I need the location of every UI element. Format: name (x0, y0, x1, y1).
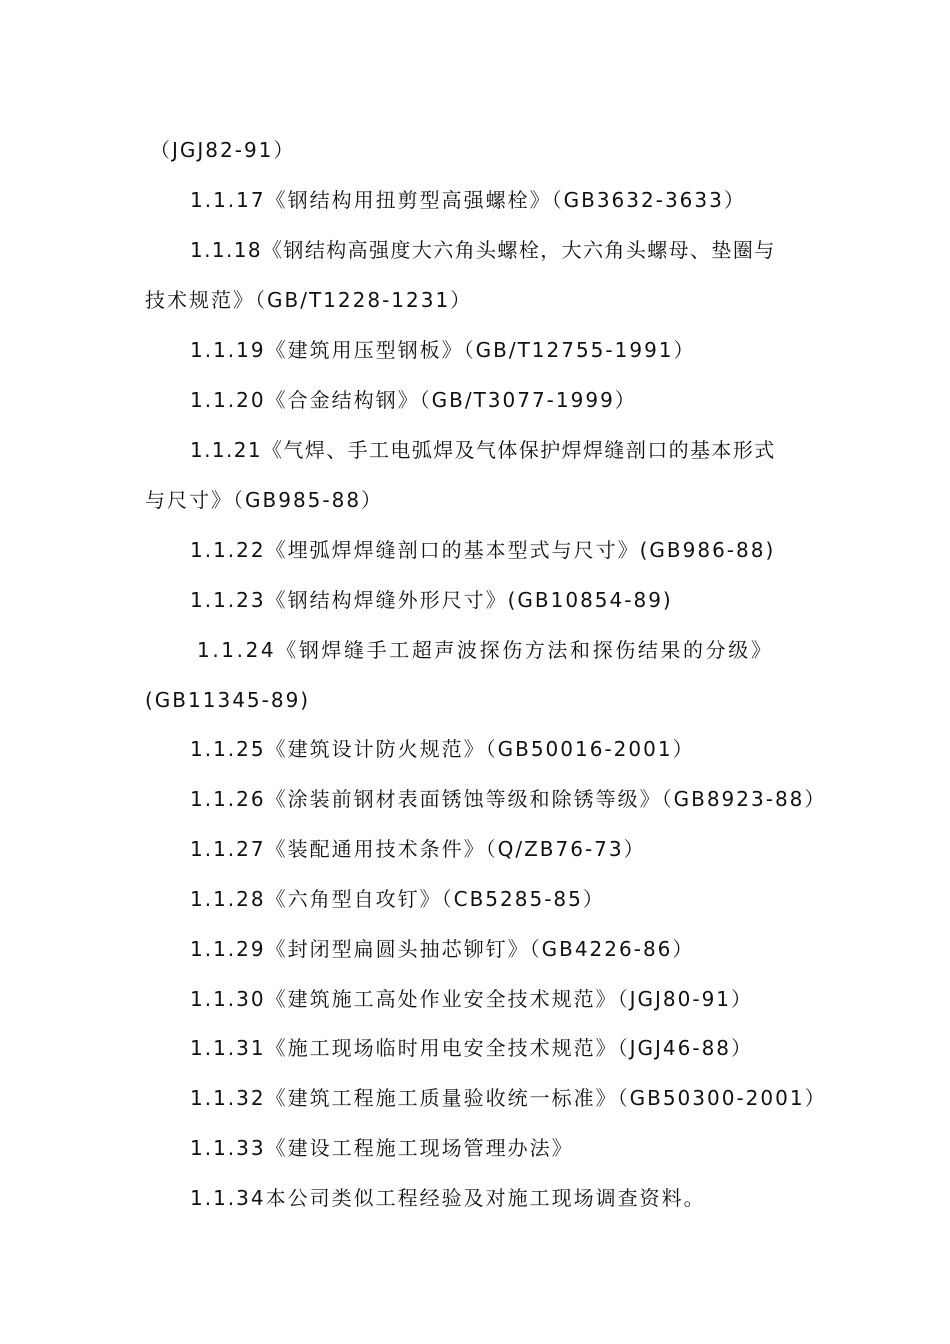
reference-line: 1.1.27《装配通用技术条件》（Q/ZB76-73） (190, 837, 646, 861)
reference-line: 1.1.20《合金结构钢》（GB/T3077-1999） (190, 388, 637, 412)
reference-line: 1.1.30《建筑施工高处作业安全技术规范》（JGJ80-91） (190, 987, 754, 1011)
reference-line: 1.1.22《埋弧焊焊缝剖口的基本型式与尺寸》(GB986-88) (190, 538, 776, 562)
reference-line: 1.1.17《钢结构用扭剪型高强螺栓》（GB3632-3633） (190, 188, 746, 212)
reference-line: 1.1.31《施工现场临时用电安全技术规范》（JGJ46-88） (190, 1036, 754, 1060)
reference-line: （JGJ82-91） (150, 138, 296, 162)
reference-line: 1.1.25《建筑设计防火规范》（GB50016-2001） (190, 737, 695, 761)
reference-line: 1.1.32《建筑工程施工质量验收统一标准》（GB50300-2001） (190, 1086, 827, 1110)
reference-line: 1.1.26《涂装前钢材表面锈蚀等级和除锈等级》（GB8923-88） (190, 787, 827, 811)
reference-line: 1.1.34本公司类似工程经验及对施工现场调查资料。 (190, 1186, 706, 1210)
reference-line: 1.1.28《六角型自攻钉》（CB5285-85） (190, 887, 605, 911)
reference-line: 1.1.33《建设工程施工现场管理办法》 (190, 1136, 574, 1160)
reference-line: 1.1.23《钢结构焊缝外形尺寸》(GB10854-89) (190, 588, 673, 612)
reference-line: 1.1.18《钢结构高强度大六角头螺栓，大六角头螺母、垫圈与 (190, 238, 776, 262)
reference-line-continuation: 技术规范》（GB/T1228-1231） (145, 288, 473, 312)
reference-line: 1.1.29《封闭型扁圆头抽芯铆钉》（GB4226-86） (190, 937, 695, 961)
reference-line-continuation: 与尺寸》（GB985-88） (145, 488, 384, 512)
reference-line-continuation: (GB11345-89) (145, 688, 311, 712)
reference-line: 1.1.24《钢焊缝手工超声波探伤方法和探伤结果的分级》 (197, 638, 774, 662)
reference-line: 1.1.19《建筑用压型钢板》（GB/T12755-1991） (190, 338, 696, 362)
reference-line: 1.1.21《气焊、手工电弧焊及气体保护焊焊缝剖口的基本形式 (190, 438, 776, 462)
